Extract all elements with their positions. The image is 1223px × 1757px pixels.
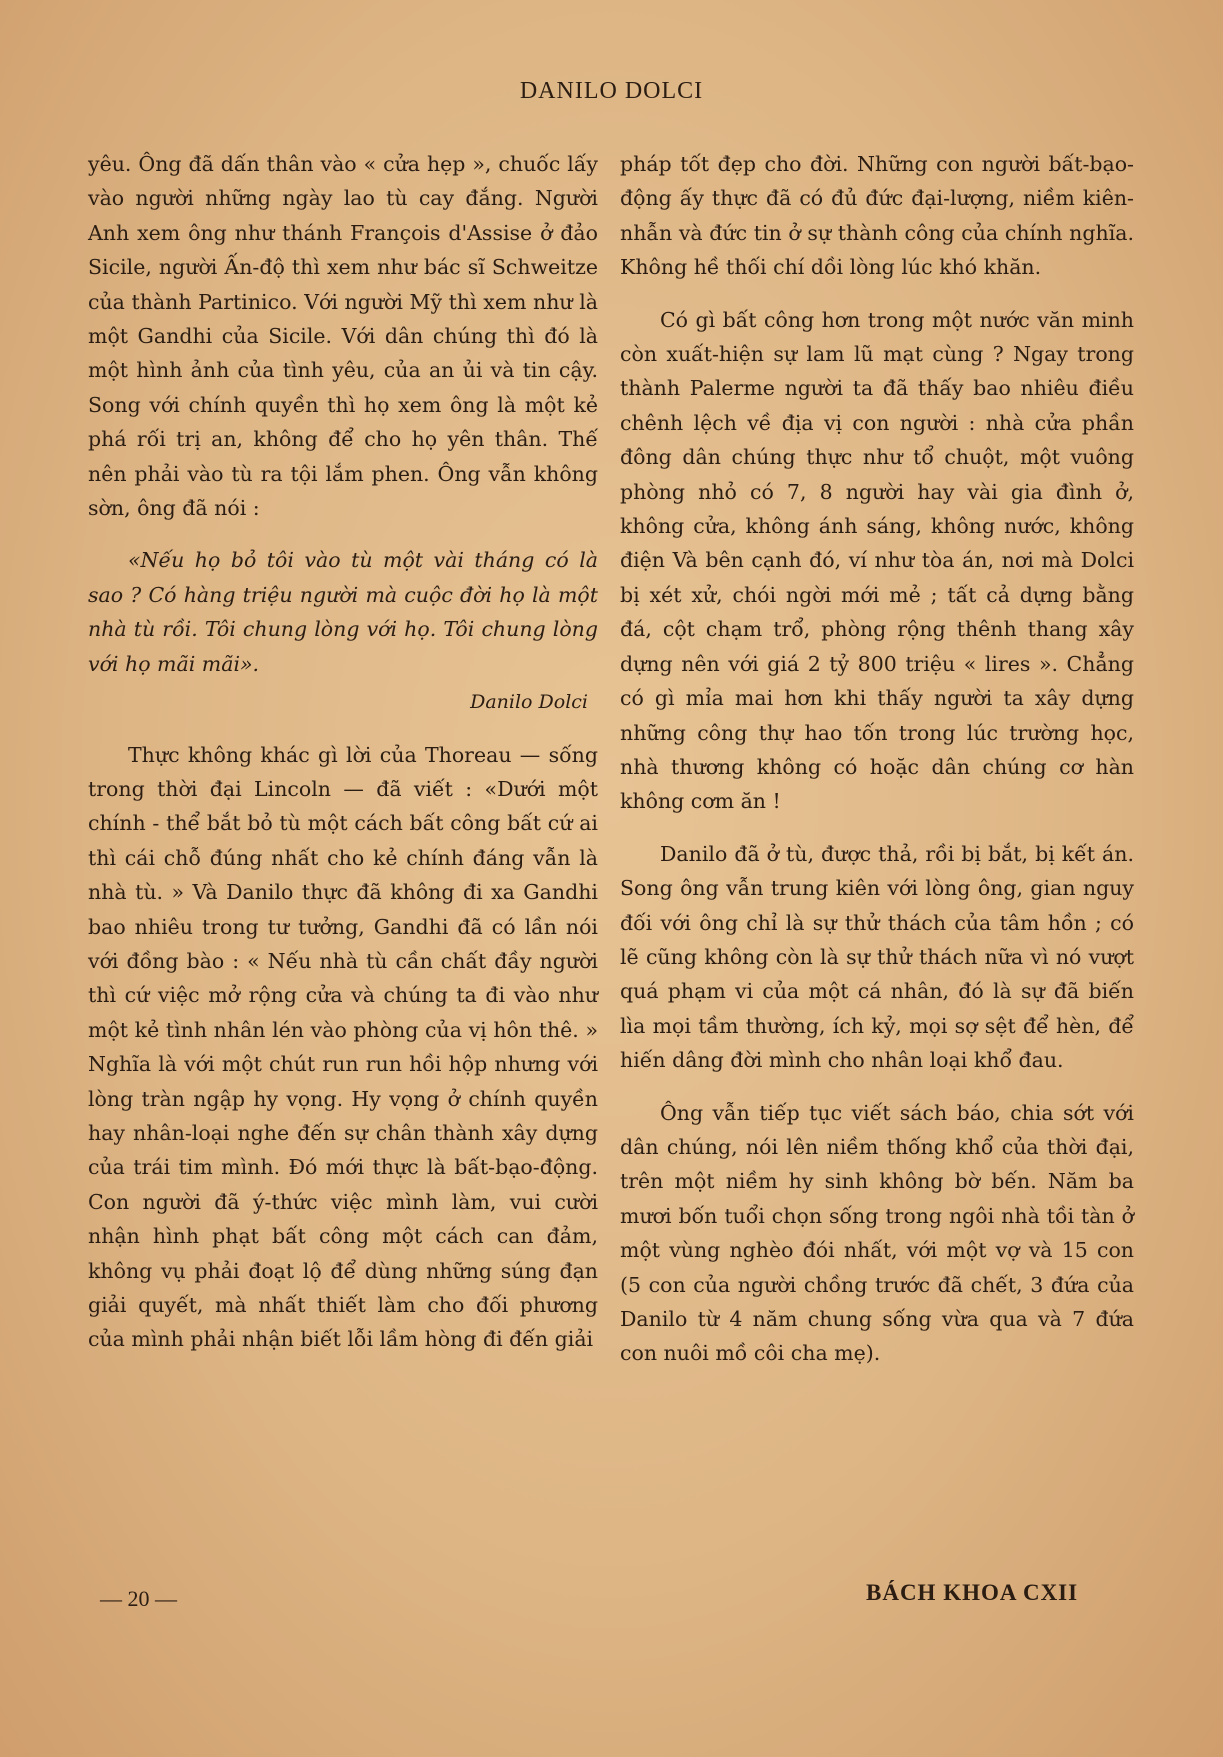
paragraph: Ông vẫn tiếp tục viết sách báo, chia sớt với dân chúng, nói lên niềm thống khổ của thời đại, trên một niềm hy sinh không bờ bến. Năm ba mươi bốn tuổi chọn sống trong ngôi nhà tồi tàn ở một vùng nghèo đói nhất, với một vợ và 15 con (5 con của người chồng trước đã chết, 3 đứa của Danilo từ 4 năm chung sống vừa qua và 7 đứa con nuôi mồ côi cha mẹ). [620,1100,1134,1366]
page-number: — 20 — [100,1586,177,1611]
left-column [88,147,598,1357]
paragraph: Thực không khác gì lời của Thoreau — sống trong thời đại Lincoln — đã viết : «Dưới một chính - thể bắt bỏ tù một cách bất công bất cứ ai thì cái chỗ đúng nhất cho kẻ chính đáng vẫn là nhà tù. » Và Danilo thực đã không đi xa Gandhi bao nhiêu trong tư tưởng, Gandhi đã có lần nói với đồng bào : « Nếu nhà tù cần chất đầy người thì cứ việc mở rộng cửa và chúng ta đi vào như một kẻ tình nhân lén vào phòng của vị hôn thê. » Nghĩa là với một chút run run hồi hộp nhưng với lòng tràn ngập hy vọng. Hy vọng ở chính quyền hay nhân-loại nghe đến sự chân thành xây dựng của trái tim mình. Đó mới thực là bất-bạo-động. Con người đã ý-thức việc mình làm, vui cười nhận hình phạt bất công một cách can đảm, không vụ phải đoạt lộ để dùng những súng đạn giải quyết, mà nhất thiết làm cho đối phương của mình phải nhận biết lỗi lầm hòng đi đến giải [88,742,598,1352]
quote-signature: Danilo Dolci [470,691,588,714]
quote-paragraph: «Nếu họ bỏ tôi vào tù một vài tháng có là sao ? Có hàng triệu người mà cuộc đời họ là một nhà tù rồi. Tôi chung lòng với họ. Tôi chung lòng với họ mãi mãi». [88,548,598,676]
paragraph: Danilo đã ở tù, được thả, rồi bị bắt, bị kết án. Song ông vẫn trung kiên với lòng ông, gian nguy đối với ông chỉ là sự thử thách của tâm hồn ; có lẽ cũng không còn là sự thử thách nữa vì nó vượt quá phạm vi của một cá nhân, đó là sự đã biến lìa mọi tầm thường, ích kỷ, mọi sợ sệt để hèn, để hiến dâng đời mình cho nhân loại khổ đau. [620,841,1134,1073]
paragraph: yêu. Ông đã dấn thân vào « cửa hẹp », chuốc lấy vào người những ngày lao tù cay đắng. Người Anh xem ông như thánh François d'Assise ở đảo Sicile, người Ấn-độ thì xem như bác sĩ Schweitze của thành Partinico. Với người Mỹ thì xem như là một Gandhi của Sicile. Với dân chúng thì đó là một hình ảnh của tình yêu, của an ủi và tin cậy. Song với chính quyền thì họ xem ông là một kẻ phá rối trị an, không để cho họ yên thân. Thế nên phải vào tù ra tội lắm phen. Ông vẫn không sờn, ông đã nói : [88,152,598,521]
magazine-title: BÁCH KHOA CXII [866,1580,1079,1605]
right-column [620,147,1134,1371]
page-header-title: DANILO DOLCI [519,78,704,104]
paragraph: Có gì bất công hơn trong một nước văn minh còn xuất-hiện sự lam lũ mạt cùng ? Ngay trong thành Palerme người ta đã thấy bao nhiêu điều chênh lệch về địa vị con người : nhà cửa phần đông dân chúng thực như tổ chuột, một vuông phòng nhỏ có 7, 8 người hay vài gia đình ở, không cửa, không ánh sáng, không nước, không điện Và bên cạnh đó, ví như tòa án, nơi mà Dolci bị xét xử, chói ngời mới mẻ ; tất cả dựng bằng đá, cột chạm trổ, phòng rộng thênh thang xây dựng nên với giá 2 tỷ 800 triệu « lires ». Chẳng có gì mỉa mai hơn khi thấy người ta xây dựng những công thự hao tốn trong lúc trường học, nhà thương không có hoặc dân chúng cơ hàn không cơm ăn ! [620,307,1134,814]
paragraph: pháp tốt đẹp cho đời. Những con người bất-bạo-động ấy thực đã có đủ đức đại-lượng, niềm kiên-nhẫn và đức tin ở sự thành công của chính nghĩa. Không hề thối chí dồi lòng lúc khó khăn. [620,152,1134,280]
